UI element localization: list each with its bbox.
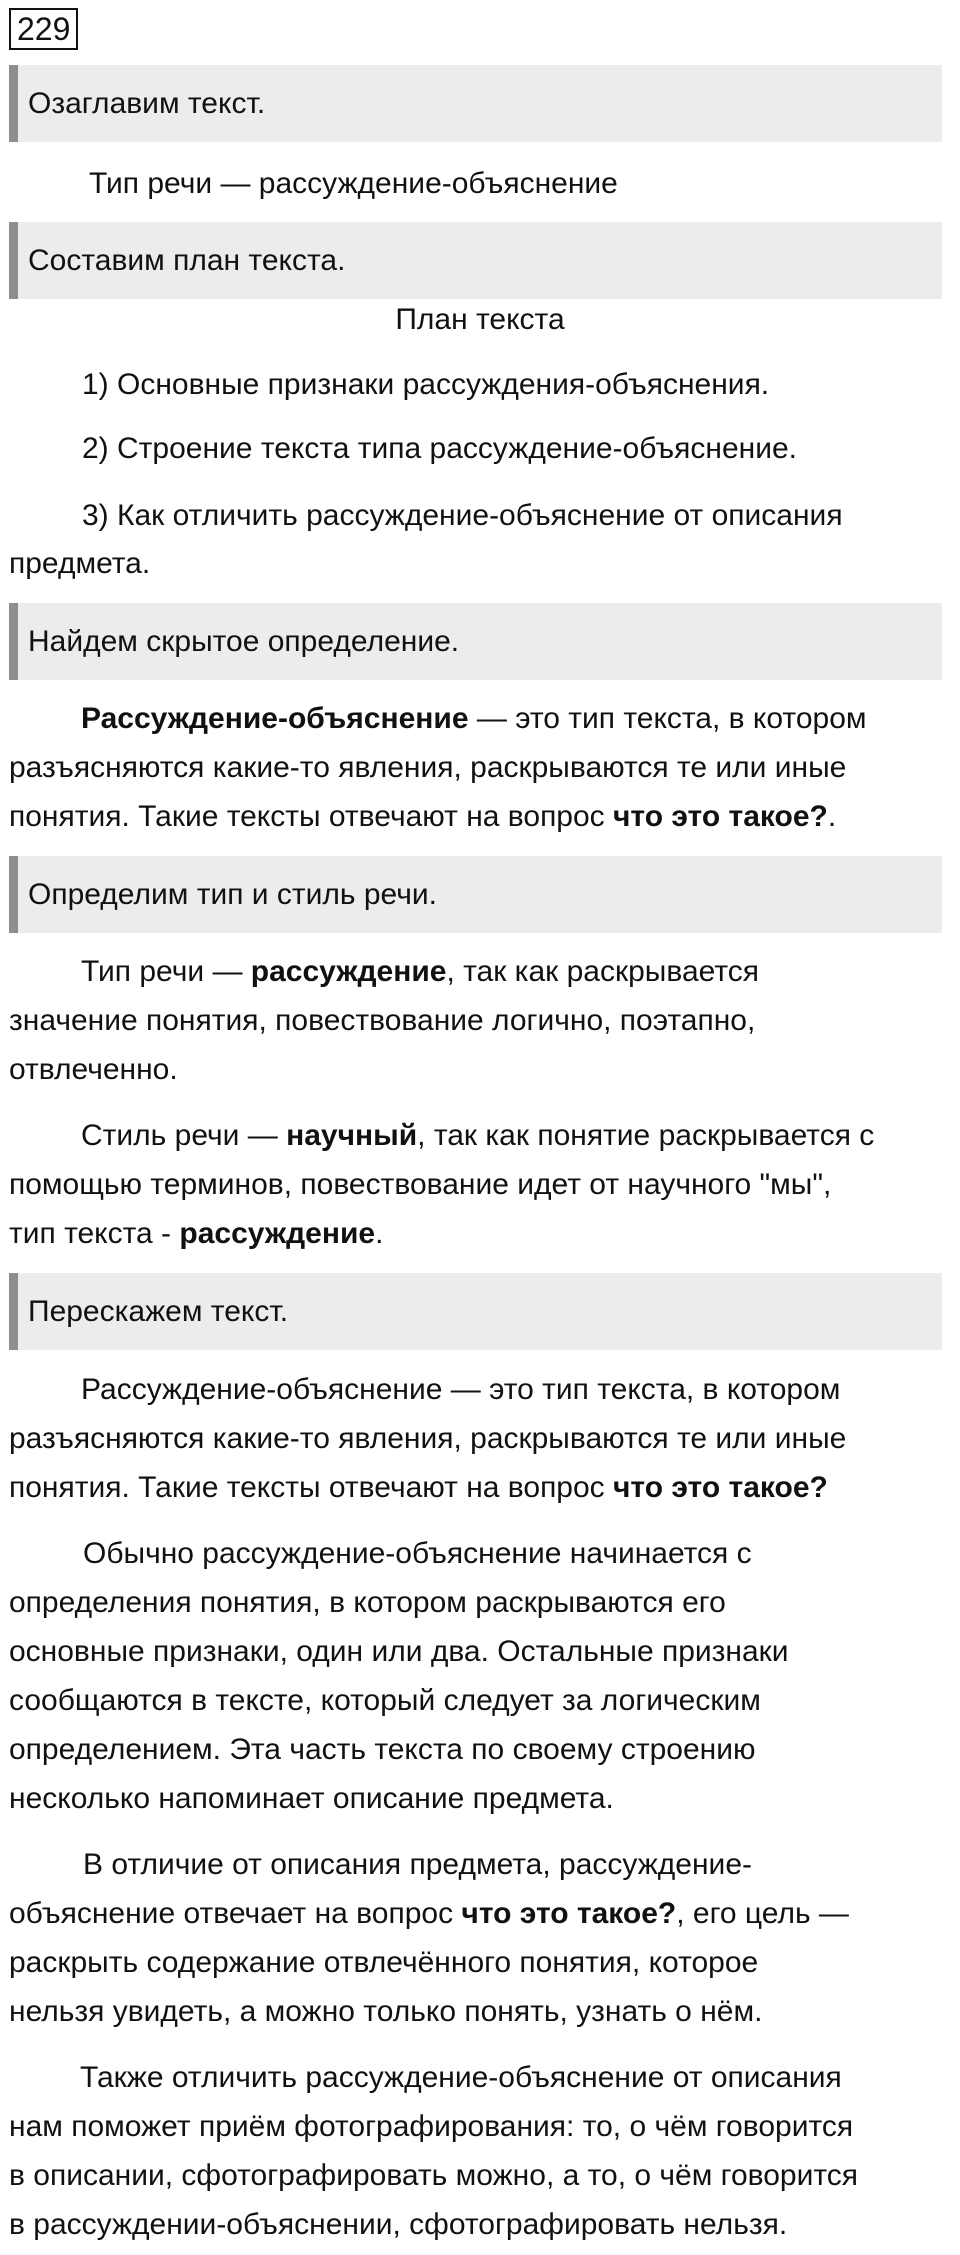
retell-p2-line-2: определения понятия, в котором раскрываются его	[9, 1586, 726, 1619]
type-line-2: значение понятия, повествование логично, поэтапно,	[9, 1004, 756, 1037]
retell-p3-line-2: объяснение отвечает на вопрос что это такое?, его цель —	[9, 1897, 849, 1930]
retell-p3-line-3: раскрыть содержание отвлечённого понятия, которое	[9, 1946, 759, 1979]
definition-term: Рассуждение-объяснение	[81, 702, 469, 735]
retell-p4-line-1: Также отличить рассуждение-объяснение от описания	[80, 2061, 842, 2094]
section-header-type-style: Определим тип и стиль речи.	[9, 856, 942, 933]
definition-line-2: разъясняются какие-то явления, раскрываются те или иные	[9, 751, 847, 784]
retell-p2-line-6: несколько напоминает описание предмета.	[9, 1782, 614, 1815]
section-header-title: Озаглавим текст.	[9, 65, 942, 142]
retell-p2-line-3: основные признаки, один или два. Остальные признаки	[9, 1635, 789, 1668]
retell-p1-line-2: разъясняются какие-то явления, раскрываются те или иные	[9, 1422, 847, 1455]
plan-title: План текста	[395, 303, 565, 336]
retell-p3-line-4: нельзя увидеть, а можно только понять, узнать о нём.	[9, 1995, 763, 2028]
retell-p1-line-3: понятия. Такие тексты отвечают на вопрос что это такое?	[9, 1471, 828, 1504]
style-line-3: тип текста - рассуждение.	[9, 1217, 384, 1250]
style-line-1: Стиль речи — научный, так как понятие раскрывается с	[81, 1119, 875, 1152]
plan-item-1: 1) Основные признаки рассуждения-объяснения.	[82, 368, 770, 401]
section-header-definition: Найдем скрытое определение.	[9, 603, 942, 680]
section-header-plan: Составим план текста.	[9, 222, 942, 299]
plan-item-3-cont: предмета.	[9, 547, 151, 580]
plan-item-2: 2) Строение текста типа рассуждение-объяснение.	[82, 432, 797, 465]
title-text: Тип речи — рассуждение-объяснение	[89, 167, 618, 200]
retell-p3-line-1: В отличие от описания предмета, рассуждение-	[83, 1848, 752, 1881]
definition-line-1: Рассуждение-объяснение — это тип текста, в котором	[81, 702, 867, 735]
retell-p2-line-1: Обычно рассуждение-объяснение начинается с	[83, 1537, 752, 1570]
definition-line-3: понятия. Такие тексты отвечают на вопрос что это такое?.	[9, 800, 837, 833]
task-number: 229	[9, 8, 78, 50]
style-line-2: помощью терминов, повествование идет от научного "мы",	[9, 1168, 832, 1201]
plan-item-3: 3) Как отличить рассуждение-объяснение от описания	[82, 499, 843, 532]
retell-p2-line-5: определением. Эта часть текста по своему строению	[9, 1733, 756, 1766]
type-line-3: отвлеченно.	[9, 1053, 178, 1086]
retell-p1-line-1: Рассуждение-объяснение — это тип текста, в котором	[81, 1373, 841, 1406]
retell-p4-line-2: нам поможет приём фотографирования: то, о чём говорится	[9, 2110, 854, 2143]
section-header-retelling: Перескажем текст.	[9, 1273, 942, 1350]
type-line-1: Тип речи — рассуждение, так как раскрывается	[81, 955, 759, 988]
retell-p4-line-3: в описании, сфотографировать можно, а то, о чём говорится	[9, 2159, 859, 2192]
retell-p2-line-4: сообщаются в тексте, который следует за логическим	[9, 1684, 761, 1717]
retell-p4-line-4: в рассуждении-объяснении, сфотографировать нельзя.	[9, 2208, 788, 2241]
